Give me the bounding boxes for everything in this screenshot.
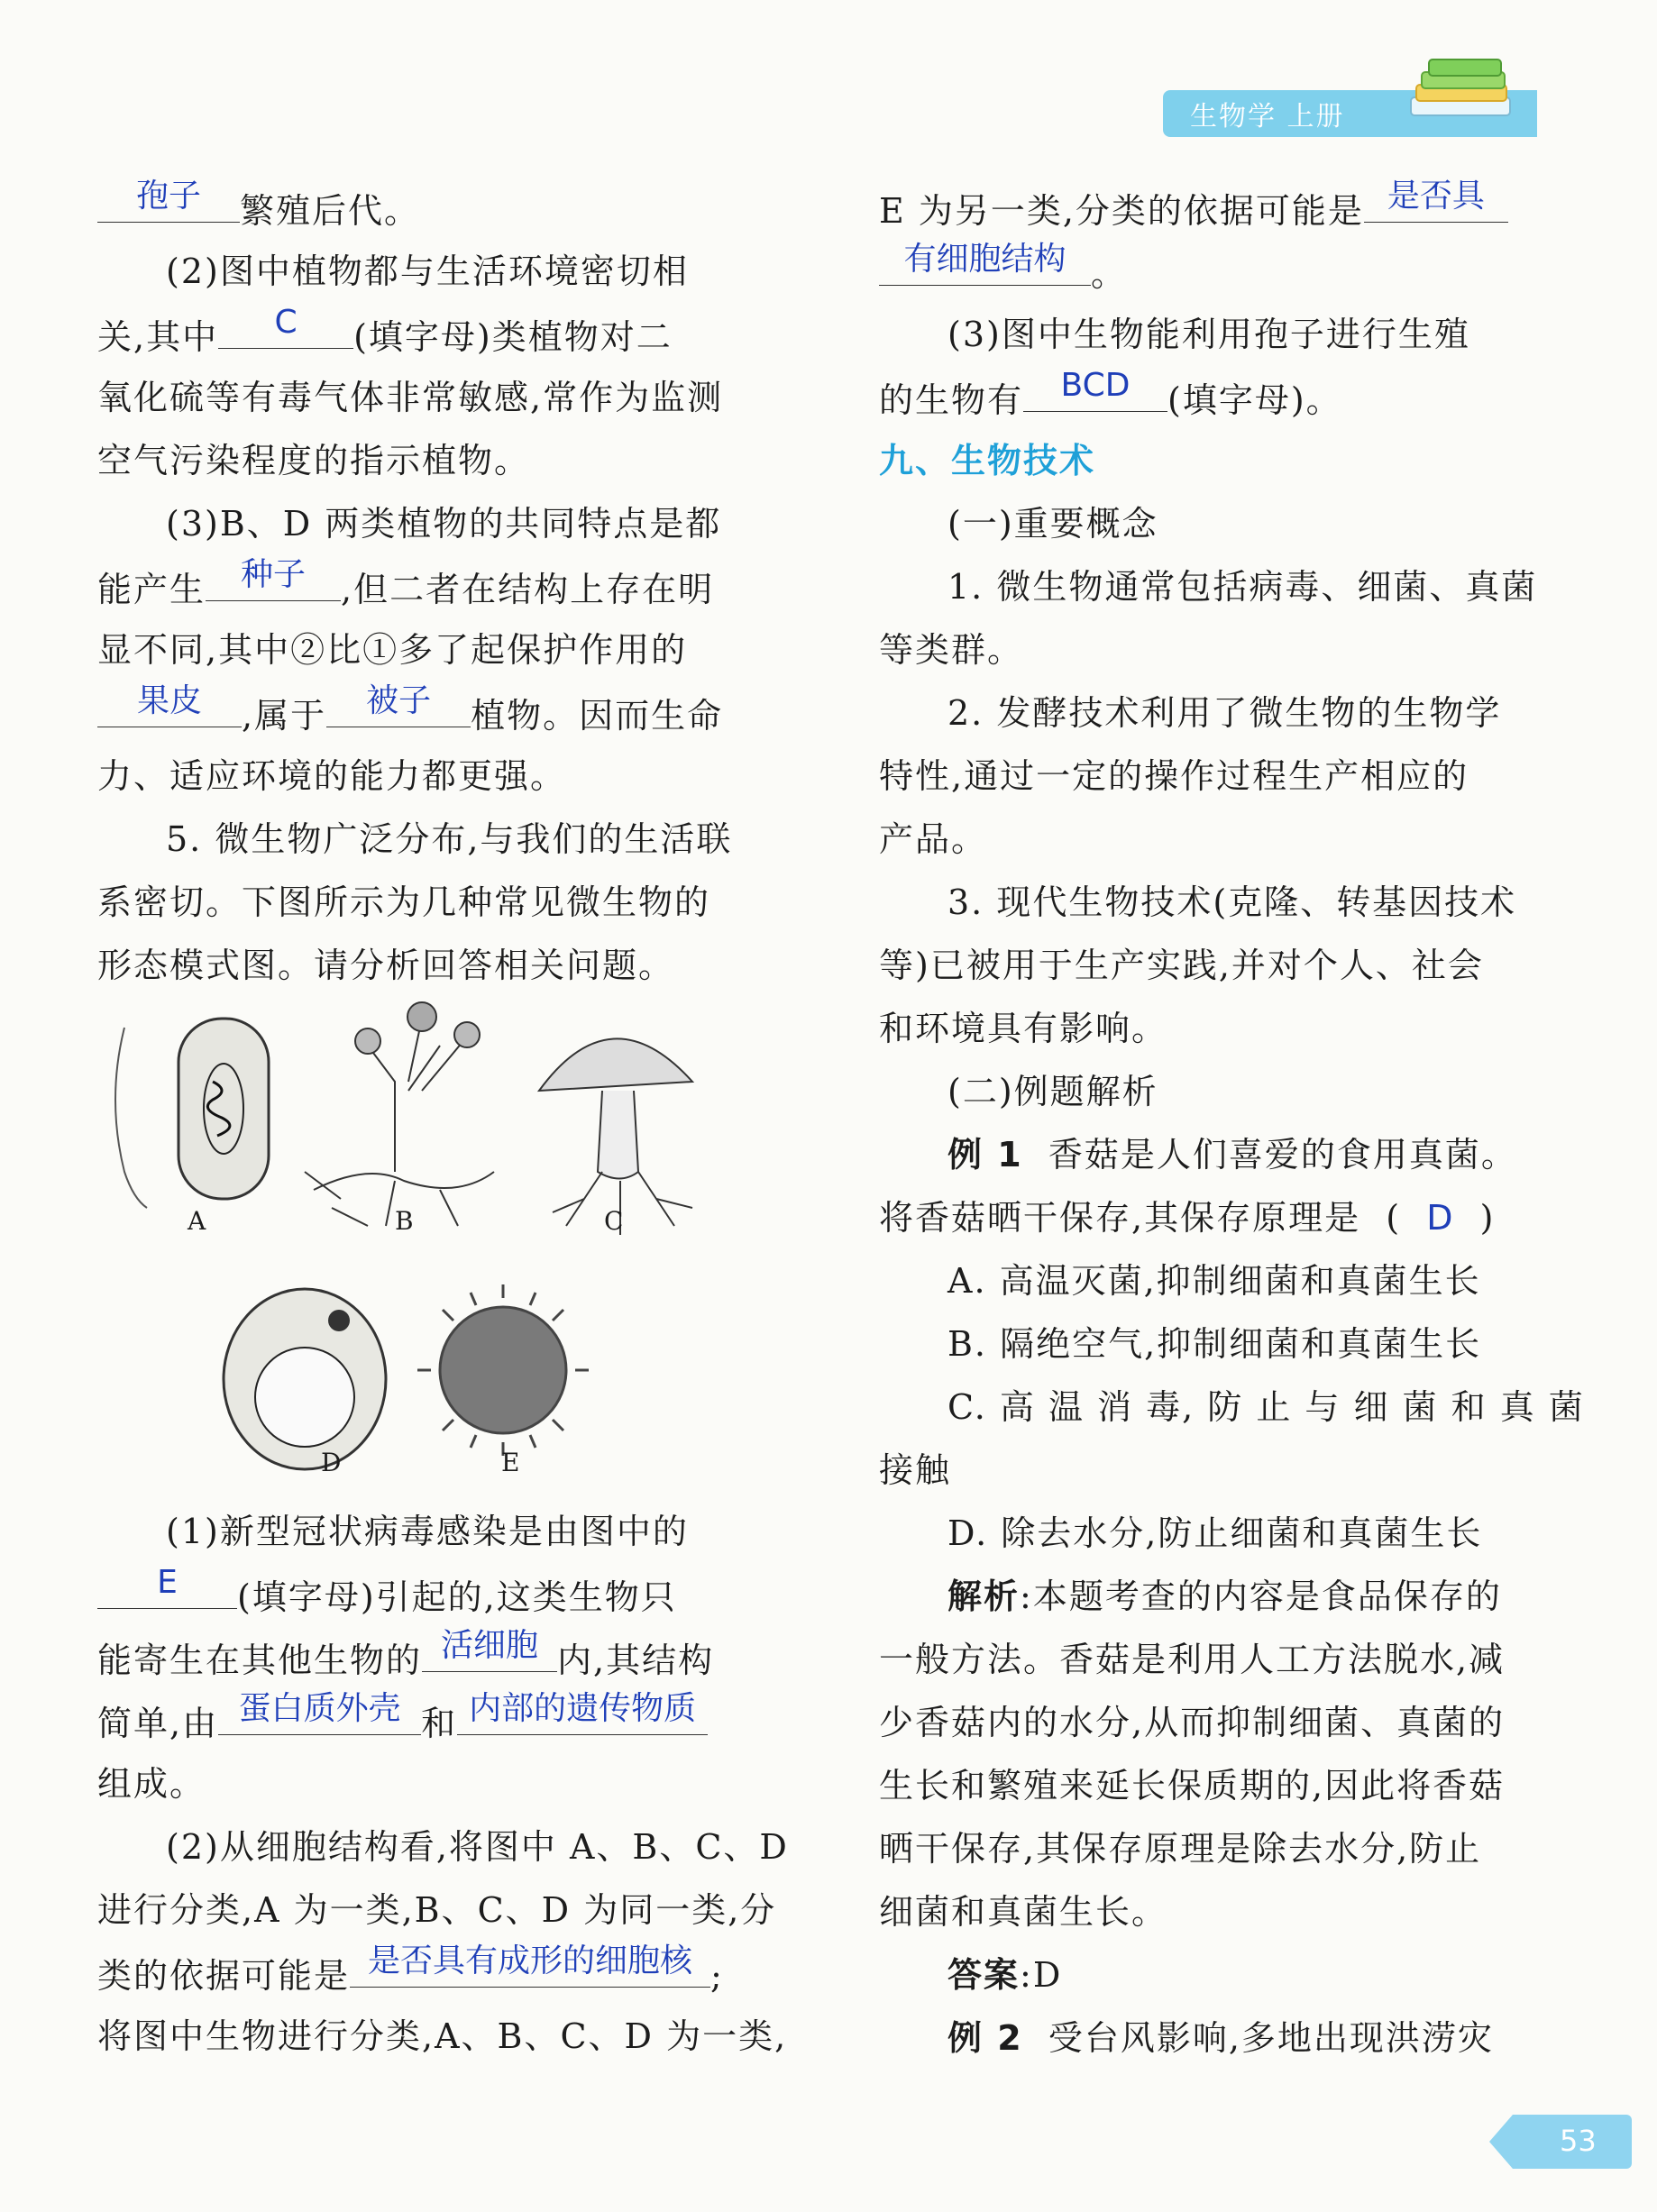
figure-label-c: C	[604, 1206, 624, 1236]
section-heading: 九、生物技术	[879, 441, 1096, 480]
text-line: 一般方法。香菇是利用人工方法脱水,减	[879, 1640, 1506, 1679]
left-column	[97, 177, 737, 997]
text-line: 孢子 繁殖后代。	[97, 177, 737, 240]
text-line: 5. 微生物广泛分布,与我们的生活联	[166, 819, 733, 859]
text-line: 能寄生在其他生物的 活细胞 内,其结构	[97, 1627, 715, 1680]
text-line: 细菌和真菌生长。	[879, 1892, 1168, 1932]
text-line: 生长和繁殖来延长保质期的,因此将香菇	[879, 1766, 1506, 1805]
text-line: 类的依据可能是 是否具有成形的细胞核 ;	[97, 1942, 724, 1996]
text-line: 形态模式图。请分析回答相关问题。	[97, 946, 675, 985]
right-column	[879, 177, 1585, 2070]
text-line: 产品。	[879, 819, 988, 859]
text-line: 少香菇内的水分,从而抑制细菌、真菌的	[879, 1703, 1506, 1742]
page-number: 53	[1560, 2124, 1597, 2158]
text-line: 力、适应环境的能力都更强。	[97, 756, 567, 796]
option-c: C. 高 温 消 毒, 防 止 与 细 菌 和 真 菌	[948, 1387, 1585, 1427]
answer-blank: 孢子	[97, 177, 240, 223]
text-line: (2)从细胞结构看,将图中 A、B、C、D	[166, 1827, 789, 1867]
text-line: 果皮 ,属于 被子 植物。因而生命	[97, 681, 737, 745]
text-line: 空气污染程度的指示植物。	[97, 441, 531, 480]
text-line: (一)重要概念	[948, 504, 1158, 544]
answer-blank: E	[97, 1563, 237, 1609]
answer-blank: 内部的遗传物质	[457, 1689, 708, 1735]
bacterium-illustration	[115, 1019, 269, 1208]
text-line: 2. 发酵技术利用了微生物的生物学	[948, 693, 1502, 733]
text-line: 关,其中 C (填字母)类植物对二	[97, 304, 673, 357]
text-line: 解析:本题考查的内容是食品保存的	[948, 1577, 1502, 1616]
text-line: 将香菇晒干保存,其保存原理是 ( D )	[879, 1198, 1496, 1238]
answer-blank: BCD	[1023, 366, 1167, 412]
answer-blank: 蛋白质外壳	[218, 1689, 421, 1735]
figure-label-a: A	[188, 1206, 206, 1236]
example-label: 例 2	[948, 2018, 1023, 2058]
answer-blank: 被子	[326, 681, 471, 727]
answer-blank: 有细胞结构	[879, 240, 1091, 286]
text-line: (3)图中生物能利用孢子进行生殖	[948, 315, 1470, 354]
text-line: (1)新型冠状病毒感染是由图中的	[166, 1512, 689, 1551]
text-line: 组成。	[97, 1764, 206, 1804]
text-line: 将图中生物进行分类,A、B、C、D 为一类,	[97, 2016, 788, 2056]
text-line: 氧化硫等有毒气体非常敏感,常作为监测	[97, 378, 724, 417]
answer-blank: 种子	[206, 555, 341, 601]
text-line: 简单,由 蛋白质外壳 和 内部的遗传物质	[97, 1689, 737, 1752]
text-line: 晒干保存,其保存原理是除去水分,防止	[879, 1829, 1482, 1869]
microbe-diagram	[97, 992, 746, 1496]
answer-blank: 活细胞	[422, 1626, 557, 1672]
text-line: E 为另一类,分类的依据可能是 是否具	[879, 177, 1519, 240]
analysis-label: 解析	[948, 1577, 1021, 1616]
text-line: 显不同,其中②比①多了起保护作用的	[97, 630, 688, 670]
figure-label-e: E	[501, 1448, 520, 1477]
text-line: 1. 微生物通常包括病毒、细菌、真菌	[948, 567, 1538, 607]
text-line: 能产生 种子 ,但二者在结构上存在明	[97, 556, 715, 609]
left-column-lower	[97, 1500, 789, 2068]
option-d: D. 除去水分,防止细菌和真菌生长	[948, 1513, 1483, 1553]
yeast-illustration	[224, 1289, 386, 1469]
text-line: 有细胞结构 。	[879, 240, 1519, 303]
figure-label-b: B	[395, 1206, 414, 1236]
answer-choice: D	[1426, 1198, 1455, 1238]
microbe-figure	[97, 992, 746, 1496]
text-line: E (填字母)引起的,这类生物只	[97, 1563, 737, 1626]
text-line: 接触	[879, 1450, 952, 1490]
answer-blank: C	[218, 303, 353, 349]
text-line: 和环境具有影响。	[879, 1009, 1168, 1048]
virus-illustration	[417, 1284, 589, 1456]
text-line: (2)图中植物都与生活环境密切相	[166, 251, 689, 291]
text-line: 的生物有 BCD (填字母)。	[879, 367, 1342, 420]
text-line: 3. 现代生物技术(克隆、转基因技术	[948, 882, 1517, 922]
text-line: 例 1 香菇是人们喜爱的食用真菌。	[948, 1135, 1517, 1175]
header-title: 生物学 上册	[1190, 101, 1345, 133]
text-line: 等)已被用于生产实践,并对个人、社会	[879, 946, 1484, 985]
option-a: A. 高温灭菌,抑制细菌和真菌生长	[948, 1261, 1481, 1301]
option-b: B. 隔绝空气,抑制细菌和真菌生长	[948, 1324, 1482, 1364]
answer-blank: 是否具	[1364, 177, 1508, 223]
answer-blank: 果皮	[97, 681, 242, 727]
text-line: (3)B、D 两类植物的共同特点是都	[166, 504, 722, 544]
example-label: 例 1	[948, 1135, 1023, 1175]
mold-illustration	[305, 1002, 494, 1226]
text-line: 等类群。	[879, 630, 1024, 670]
answer-label: 答案	[948, 1955, 1021, 1995]
text-line: 系密切。下图所示为几种常见微生物的	[97, 882, 711, 922]
books-icon	[1393, 54, 1519, 126]
figure-label-d: D	[321, 1448, 342, 1477]
answer-blank: 是否具有成形的细胞核	[350, 1942, 710, 1988]
text-line: (二)例题解析	[948, 1072, 1158, 1111]
text-line: 进行分类,A 为一类,B、C、D 为同一类,分	[97, 1890, 777, 1930]
text-line: 答案:D	[948, 1955, 1063, 1995]
text-line: 例 2 受台风影响,多地出现洪涝灾	[948, 2018, 1494, 2058]
text-line: 特性,通过一定的操作过程生产相应的	[879, 756, 1469, 796]
